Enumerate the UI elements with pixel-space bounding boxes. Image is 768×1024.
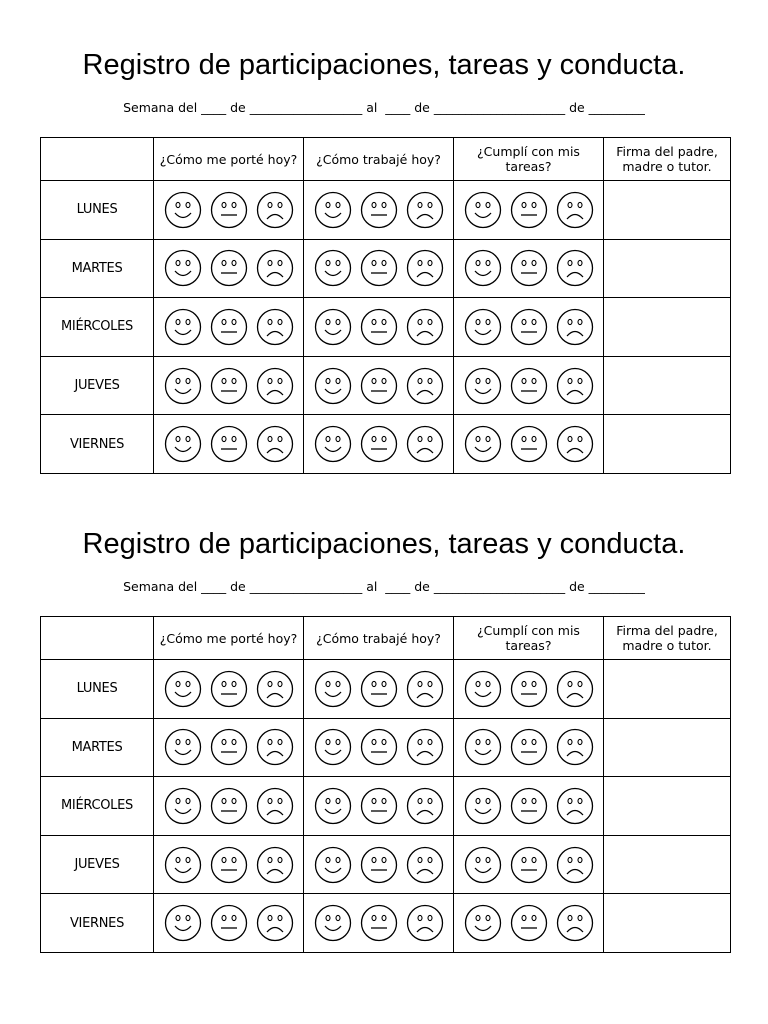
face-group xyxy=(304,308,453,346)
rating-cell xyxy=(454,777,604,836)
neutral-face-icon[interactable] xyxy=(360,787,398,825)
sad-face-icon[interactable] xyxy=(406,425,444,463)
neutral-face-icon[interactable] xyxy=(360,728,398,766)
rating-cell xyxy=(454,181,604,240)
sheet-1 xyxy=(0,48,768,488)
sad-face-icon[interactable] xyxy=(556,787,594,825)
rating-cell xyxy=(304,181,454,240)
sad-face-icon[interactable] xyxy=(256,308,294,346)
day-label: LUNES xyxy=(41,181,154,240)
header-blank xyxy=(41,617,154,660)
sad-face-icon[interactable] xyxy=(256,846,294,884)
signature-cell[interactable] xyxy=(604,181,731,240)
sad-face-icon[interactable] xyxy=(556,728,594,766)
day-label: VIERNES xyxy=(41,894,154,953)
rating-cell xyxy=(154,718,304,777)
header-homework: ¿Cumplí con mis tareas? xyxy=(454,617,604,660)
face-group xyxy=(304,670,453,708)
rating-cell xyxy=(454,660,604,719)
rating-cell xyxy=(154,239,304,298)
neutral-face-icon[interactable] xyxy=(210,191,248,229)
face-group xyxy=(154,787,303,825)
rating-cell xyxy=(304,835,454,894)
header-behavior: ¿Cómo me porté hoy? xyxy=(154,138,304,181)
face-group xyxy=(154,191,303,229)
sad-face-icon[interactable] xyxy=(256,367,294,405)
day-row-martes xyxy=(41,718,731,777)
rating-cell xyxy=(304,415,454,474)
signature-cell[interactable] xyxy=(604,835,731,894)
header-blank xyxy=(41,138,154,181)
rating-cell xyxy=(454,835,604,894)
neutral-face-icon[interactable] xyxy=(210,787,248,825)
face-group xyxy=(454,728,603,766)
neutral-face-icon[interactable] xyxy=(210,249,248,287)
happy-face-icon[interactable] xyxy=(164,670,202,708)
sad-face-icon[interactable] xyxy=(256,787,294,825)
rating-cell xyxy=(304,777,454,836)
happy-face-icon[interactable] xyxy=(464,191,502,229)
happy-face-icon[interactable] xyxy=(464,904,502,942)
happy-face-icon[interactable] xyxy=(314,367,352,405)
sad-face-icon[interactable] xyxy=(406,670,444,708)
day-row-lunes xyxy=(41,660,731,719)
header-row xyxy=(41,617,731,660)
happy-face-icon[interactable] xyxy=(464,308,502,346)
happy-face-icon[interactable] xyxy=(164,367,202,405)
happy-face-icon[interactable] xyxy=(464,367,502,405)
rating-cell xyxy=(154,777,304,836)
sad-face-icon[interactable] xyxy=(406,191,444,229)
sad-face-icon[interactable] xyxy=(406,249,444,287)
day-label: MIÉRCOLES xyxy=(41,777,154,836)
header-signature: Firma del padre, madre o tutor. xyxy=(604,138,731,181)
rating-cell xyxy=(304,718,454,777)
face-group xyxy=(454,904,603,942)
sad-face-icon[interactable] xyxy=(556,308,594,346)
signature-cell[interactable] xyxy=(604,660,731,719)
face-group xyxy=(454,367,603,405)
sad-face-icon[interactable] xyxy=(556,904,594,942)
day-row-martes xyxy=(41,239,731,298)
happy-face-icon[interactable] xyxy=(464,728,502,766)
happy-face-icon[interactable] xyxy=(464,425,502,463)
happy-face-icon[interactable] xyxy=(464,787,502,825)
rating-cell xyxy=(304,298,454,357)
neutral-face-icon[interactable] xyxy=(360,425,398,463)
rating-cell xyxy=(154,356,304,415)
happy-face-icon[interactable] xyxy=(164,191,202,229)
rating-cell xyxy=(154,415,304,474)
sad-face-icon[interactable] xyxy=(406,787,444,825)
neutral-face-icon[interactable] xyxy=(510,728,548,766)
happy-face-icon[interactable] xyxy=(314,846,352,884)
sheet-2 xyxy=(0,527,768,967)
face-group xyxy=(304,787,453,825)
day-label: MIÉRCOLES xyxy=(41,298,154,357)
sad-face-icon[interactable] xyxy=(406,904,444,942)
rating-cell xyxy=(454,356,604,415)
neutral-face-icon[interactable] xyxy=(510,904,548,942)
rating-cell xyxy=(304,356,454,415)
sad-face-icon[interactable] xyxy=(556,846,594,884)
sad-face-icon[interactable] xyxy=(556,670,594,708)
neutral-face-icon[interactable] xyxy=(510,787,548,825)
sad-face-icon[interactable] xyxy=(256,904,294,942)
signature-cell[interactable] xyxy=(604,718,731,777)
sad-face-icon[interactable] xyxy=(256,425,294,463)
face-group xyxy=(454,787,603,825)
happy-face-icon[interactable] xyxy=(164,249,202,287)
face-group xyxy=(154,425,303,463)
face-group xyxy=(304,425,453,463)
register-table xyxy=(40,616,731,953)
neutral-face-icon[interactable] xyxy=(210,367,248,405)
neutral-face-icon[interactable] xyxy=(210,904,248,942)
day-label: LUNES xyxy=(41,660,154,719)
day-label: MARTES xyxy=(41,718,154,777)
sad-face-icon[interactable] xyxy=(556,425,594,463)
rating-cell xyxy=(454,298,604,357)
rating-cell xyxy=(154,298,304,357)
header-homework: ¿Cumplí con mis tareas? xyxy=(454,138,604,181)
header-behavior: ¿Cómo me porté hoy? xyxy=(154,617,304,660)
face-group xyxy=(304,904,453,942)
sad-face-icon[interactable] xyxy=(406,367,444,405)
day-row-lunes xyxy=(41,181,731,240)
rating-cell xyxy=(454,718,604,777)
neutral-face-icon[interactable] xyxy=(510,367,548,405)
day-label: MARTES xyxy=(41,239,154,298)
rating-cell xyxy=(304,239,454,298)
neutral-face-icon[interactable] xyxy=(510,308,548,346)
sad-face-icon[interactable] xyxy=(256,191,294,229)
sad-face-icon[interactable] xyxy=(556,367,594,405)
rating-cell xyxy=(454,894,604,953)
sad-face-icon[interactable] xyxy=(406,308,444,346)
day-label: VIERNES xyxy=(41,415,154,474)
face-group xyxy=(154,846,303,884)
day-row-jueves xyxy=(41,356,731,415)
happy-face-icon[interactable] xyxy=(164,308,202,346)
neutral-face-icon[interactable] xyxy=(360,904,398,942)
happy-face-icon[interactable] xyxy=(314,904,352,942)
face-group xyxy=(304,367,453,405)
signature-cell[interactable] xyxy=(604,239,731,298)
neutral-face-icon[interactable] xyxy=(360,367,398,405)
face-group xyxy=(304,191,453,229)
face-group xyxy=(304,846,453,884)
happy-face-icon[interactable] xyxy=(314,425,352,463)
sheet-title: Registro de participaciones, tareas y conducta. xyxy=(82,528,686,560)
signature-cell[interactable] xyxy=(604,894,731,953)
neutral-face-icon[interactable] xyxy=(360,670,398,708)
face-group xyxy=(154,308,303,346)
face-group xyxy=(154,728,303,766)
happy-face-icon[interactable] xyxy=(164,904,202,942)
sad-face-icon[interactable] xyxy=(256,728,294,766)
happy-face-icon[interactable] xyxy=(464,670,502,708)
happy-face-icon[interactable] xyxy=(164,728,202,766)
happy-face-icon[interactable] xyxy=(314,787,352,825)
sad-face-icon[interactable] xyxy=(256,670,294,708)
face-group xyxy=(454,846,603,884)
header-row xyxy=(41,138,731,181)
neutral-face-icon[interactable] xyxy=(360,249,398,287)
header-signature: Firma del padre, madre o tutor. xyxy=(604,617,731,660)
signature-cell[interactable] xyxy=(604,298,731,357)
day-row-jueves xyxy=(41,835,731,894)
happy-face-icon[interactable] xyxy=(464,249,502,287)
face-group xyxy=(154,367,303,405)
face-group xyxy=(154,249,303,287)
face-group xyxy=(304,249,453,287)
sad-face-icon[interactable] xyxy=(556,191,594,229)
day-label: JUEVES xyxy=(41,356,154,415)
happy-face-icon[interactable] xyxy=(164,846,202,884)
neutral-face-icon[interactable] xyxy=(360,308,398,346)
neutral-face-icon[interactable] xyxy=(360,191,398,229)
signature-cell[interactable] xyxy=(604,777,731,836)
neutral-face-icon[interactable] xyxy=(210,308,248,346)
neutral-face-icon[interactable] xyxy=(210,670,248,708)
neutral-face-icon[interactable] xyxy=(210,425,248,463)
signature-cell[interactable] xyxy=(604,356,731,415)
rating-cell xyxy=(154,835,304,894)
rating-cell xyxy=(154,660,304,719)
face-group xyxy=(154,904,303,942)
rating-cell xyxy=(454,415,604,474)
happy-face-icon[interactable] xyxy=(314,308,352,346)
rating-cell xyxy=(454,239,604,298)
happy-face-icon[interactable] xyxy=(164,425,202,463)
day-row-viernes xyxy=(41,894,731,953)
face-group xyxy=(454,249,603,287)
neutral-face-icon[interactable] xyxy=(510,249,548,287)
week-line: Semana del ____ de __________________ al ____ de _____________________ de _________ xyxy=(123,100,645,115)
neutral-face-icon[interactable] xyxy=(510,846,548,884)
day-row-viernes xyxy=(41,415,731,474)
rating-cell xyxy=(154,181,304,240)
face-group xyxy=(454,191,603,229)
sad-face-icon[interactable] xyxy=(556,249,594,287)
week-line: Semana del ____ de __________________ al ____ de _____________________ de _________ xyxy=(123,579,645,594)
neutral-face-icon[interactable] xyxy=(210,728,248,766)
happy-face-icon[interactable] xyxy=(314,670,352,708)
day-label: JUEVES xyxy=(41,835,154,894)
header-work: ¿Cómo trabajé hoy? xyxy=(304,617,454,660)
happy-face-icon[interactable] xyxy=(314,249,352,287)
neutral-face-icon[interactable] xyxy=(510,191,548,229)
rating-cell xyxy=(304,660,454,719)
sheet-title: Registro de participaciones, tareas y conducta. xyxy=(82,49,686,81)
face-group xyxy=(304,728,453,766)
rating-cell xyxy=(154,894,304,953)
neutral-face-icon[interactable] xyxy=(360,846,398,884)
sad-face-icon[interactable] xyxy=(406,728,444,766)
day-row-miercoles xyxy=(41,298,731,357)
neutral-face-icon[interactable] xyxy=(510,670,548,708)
signature-cell[interactable] xyxy=(604,415,731,474)
face-group xyxy=(454,308,603,346)
neutral-face-icon[interactable] xyxy=(510,425,548,463)
face-group xyxy=(454,425,603,463)
happy-face-icon[interactable] xyxy=(464,846,502,884)
happy-face-icon[interactable] xyxy=(164,787,202,825)
header-work: ¿Cómo trabajé hoy? xyxy=(304,138,454,181)
face-group xyxy=(454,670,603,708)
happy-face-icon[interactable] xyxy=(314,728,352,766)
day-row-miercoles xyxy=(41,777,731,836)
sad-face-icon[interactable] xyxy=(406,846,444,884)
register-table xyxy=(40,137,731,474)
rating-cell xyxy=(304,894,454,953)
happy-face-icon[interactable] xyxy=(314,191,352,229)
face-group xyxy=(154,670,303,708)
sad-face-icon[interactable] xyxy=(256,249,294,287)
neutral-face-icon[interactable] xyxy=(210,846,248,884)
